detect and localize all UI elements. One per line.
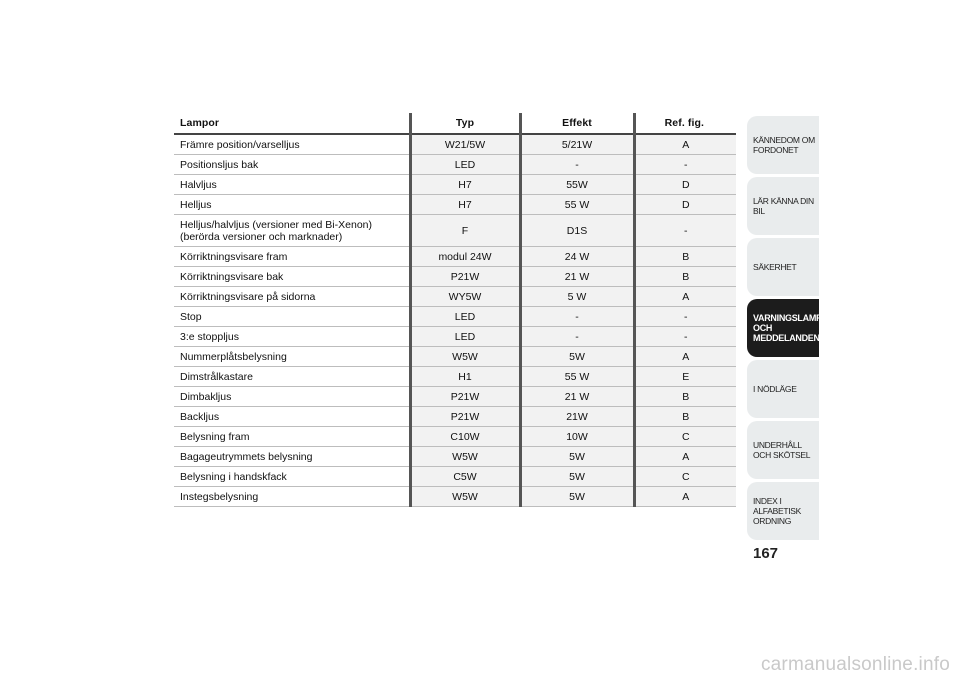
- cell-power: 5W: [520, 347, 634, 367]
- cell-type: C10W: [410, 427, 520, 447]
- nav-tab-4[interactable]: [747, 299, 835, 357]
- table-row: [174, 347, 736, 367]
- cell-type: H1: [410, 367, 520, 387]
- cell-type: WY5W: [410, 287, 520, 307]
- nav-tab-label: SÄKERHET: [753, 262, 797, 272]
- cell-power: 10W: [520, 427, 634, 447]
- table-row: [174, 387, 736, 407]
- header-ref-fig: Ref. fig.: [634, 113, 736, 134]
- cell-ref-fig: D: [634, 175, 736, 195]
- cell-power: -: [520, 327, 634, 347]
- cell-type: modul 24W: [410, 247, 520, 267]
- cell-lamp: Stop: [174, 307, 410, 327]
- cell-type: W21/5W: [410, 134, 520, 155]
- cell-type: H7: [410, 175, 520, 195]
- table-row: [174, 307, 736, 327]
- nav-tab-label: KÄNNEDOM OM FORDONET: [753, 135, 815, 155]
- cell-ref-fig: -: [634, 307, 736, 327]
- table-row: [174, 134, 736, 155]
- table-row: [174, 487, 736, 507]
- cell-power: 55 W: [520, 367, 634, 387]
- cell-type: F: [410, 215, 520, 247]
- nav-tab-label: INDEX I ALFABETISK ORDNING: [753, 496, 802, 526]
- nav-tab-label: UNDERHÅLL OCH SKÖTSEL: [753, 440, 811, 460]
- cell-power: -: [520, 307, 634, 327]
- nav-tab-label: VARNINGSLAMPOR OCH MEDDELANDEN: [753, 313, 835, 343]
- cell-ref-fig: -: [634, 215, 736, 247]
- cell-power: 5/21W: [520, 134, 634, 155]
- cell-ref-fig: A: [634, 347, 736, 367]
- table-header-row: [174, 113, 736, 134]
- section-nav: [747, 116, 835, 543]
- cell-type: P21W: [410, 387, 520, 407]
- cell-power: 21 W: [520, 267, 634, 287]
- table-row: [174, 367, 736, 387]
- lamp-table-container: [174, 113, 736, 507]
- nav-tab-label: LÄR KÄNNA DIN BIL: [753, 196, 814, 216]
- watermark: carmanualsonline.info: [760, 654, 950, 675]
- cell-lamp: Körriktningsvisare fram: [174, 247, 410, 267]
- page-number: 167: [753, 545, 779, 562]
- cell-lamp: Främre position/varselljus: [174, 134, 410, 155]
- table-row: [174, 267, 736, 287]
- cell-power: 55W: [520, 175, 634, 195]
- cell-ref-fig: -: [634, 327, 736, 347]
- table-row: [174, 175, 736, 195]
- cell-ref-fig: A: [634, 287, 736, 307]
- cell-lamp: Körriktningsvisare på sidorna: [174, 287, 410, 307]
- cell-lamp: Körriktningsvisare bak: [174, 267, 410, 287]
- nav-tab-5[interactable]: [747, 360, 819, 418]
- header-lampor: Lampor: [180, 117, 220, 129]
- cell-ref-fig: D: [634, 195, 736, 215]
- cell-lamp: Backljus: [174, 407, 410, 427]
- table-row: [174, 155, 736, 175]
- table-row: [174, 447, 736, 467]
- header-typ: Typ: [410, 113, 520, 134]
- cell-power: D1S: [520, 215, 634, 247]
- cell-type: LED: [410, 307, 520, 327]
- cell-lamp: Helljus/halvljus (versioner med Bi-Xenon) (berörda versioner och marknader): [174, 215, 410, 247]
- nav-tab-7[interactable]: [747, 482, 819, 540]
- cell-ref-fig: C: [634, 427, 736, 447]
- lamp-table: [174, 113, 736, 507]
- cell-power: 5W: [520, 447, 634, 467]
- cell-power: 24 W: [520, 247, 634, 267]
- nav-tab-6[interactable]: [747, 421, 819, 479]
- nav-tab-label: I NÖDLÄGE: [753, 384, 797, 394]
- table-row: [174, 215, 736, 247]
- cell-type: C5W: [410, 467, 520, 487]
- cell-type: LED: [410, 327, 520, 347]
- cell-ref-fig: B: [634, 407, 736, 427]
- cell-type: W5W: [410, 447, 520, 467]
- cell-power: 21W: [520, 407, 634, 427]
- cell-power: 5 W: [520, 287, 634, 307]
- table-row: [174, 195, 736, 215]
- table-row: [174, 327, 736, 347]
- cell-lamp: Positionsljus bak: [174, 155, 410, 175]
- table-row: [174, 467, 736, 487]
- nav-tab-3[interactable]: [747, 238, 819, 296]
- cell-ref-fig: B: [634, 267, 736, 287]
- cell-lamp: Belysning fram: [174, 427, 410, 447]
- table-row: [174, 247, 736, 267]
- cell-type: P21W: [410, 267, 520, 287]
- cell-power: 5W: [520, 467, 634, 487]
- cell-type: LED: [410, 155, 520, 175]
- table-row: [174, 287, 736, 307]
- cell-type: P21W: [410, 407, 520, 427]
- cell-ref-fig: B: [634, 387, 736, 407]
- cell-power: -: [520, 155, 634, 175]
- nav-tab-1[interactable]: [747, 116, 819, 174]
- cell-lamp: Instegsbelysning: [174, 487, 410, 507]
- cell-ref-fig: C: [634, 467, 736, 487]
- cell-lamp: Halvljus: [174, 175, 410, 195]
- cell-lamp: 3:e stoppljus: [174, 327, 410, 347]
- cell-lamp: Belysning i handskfack: [174, 467, 410, 487]
- table-row: [174, 427, 736, 447]
- cell-ref-fig: A: [634, 487, 736, 507]
- cell-ref-fig: E: [634, 367, 736, 387]
- cell-ref-fig: -: [634, 155, 736, 175]
- cell-lamp: Helljus: [174, 195, 410, 215]
- cell-type: W5W: [410, 487, 520, 507]
- cell-lamp: Dimbakljus: [174, 387, 410, 407]
- cell-type: H7: [410, 195, 520, 215]
- cell-power: 21 W: [520, 387, 634, 407]
- cell-lamp: Nummerplåtsbelysning: [174, 347, 410, 367]
- cell-ref-fig: A: [634, 447, 736, 467]
- header-effekt: Effekt: [520, 113, 634, 134]
- cell-ref-fig: B: [634, 247, 736, 267]
- cell-power: 55 W: [520, 195, 634, 215]
- nav-tab-2[interactable]: [747, 177, 819, 235]
- cell-power: 5W: [520, 487, 634, 507]
- table-row: [174, 407, 736, 427]
- cell-ref-fig: A: [634, 134, 736, 155]
- cell-lamp: Dimstrålkastare: [174, 367, 410, 387]
- cell-lamp: Bagageutrymmets belysning: [174, 447, 410, 467]
- cell-type: W5W: [410, 347, 520, 367]
- table-body: [174, 134, 736, 507]
